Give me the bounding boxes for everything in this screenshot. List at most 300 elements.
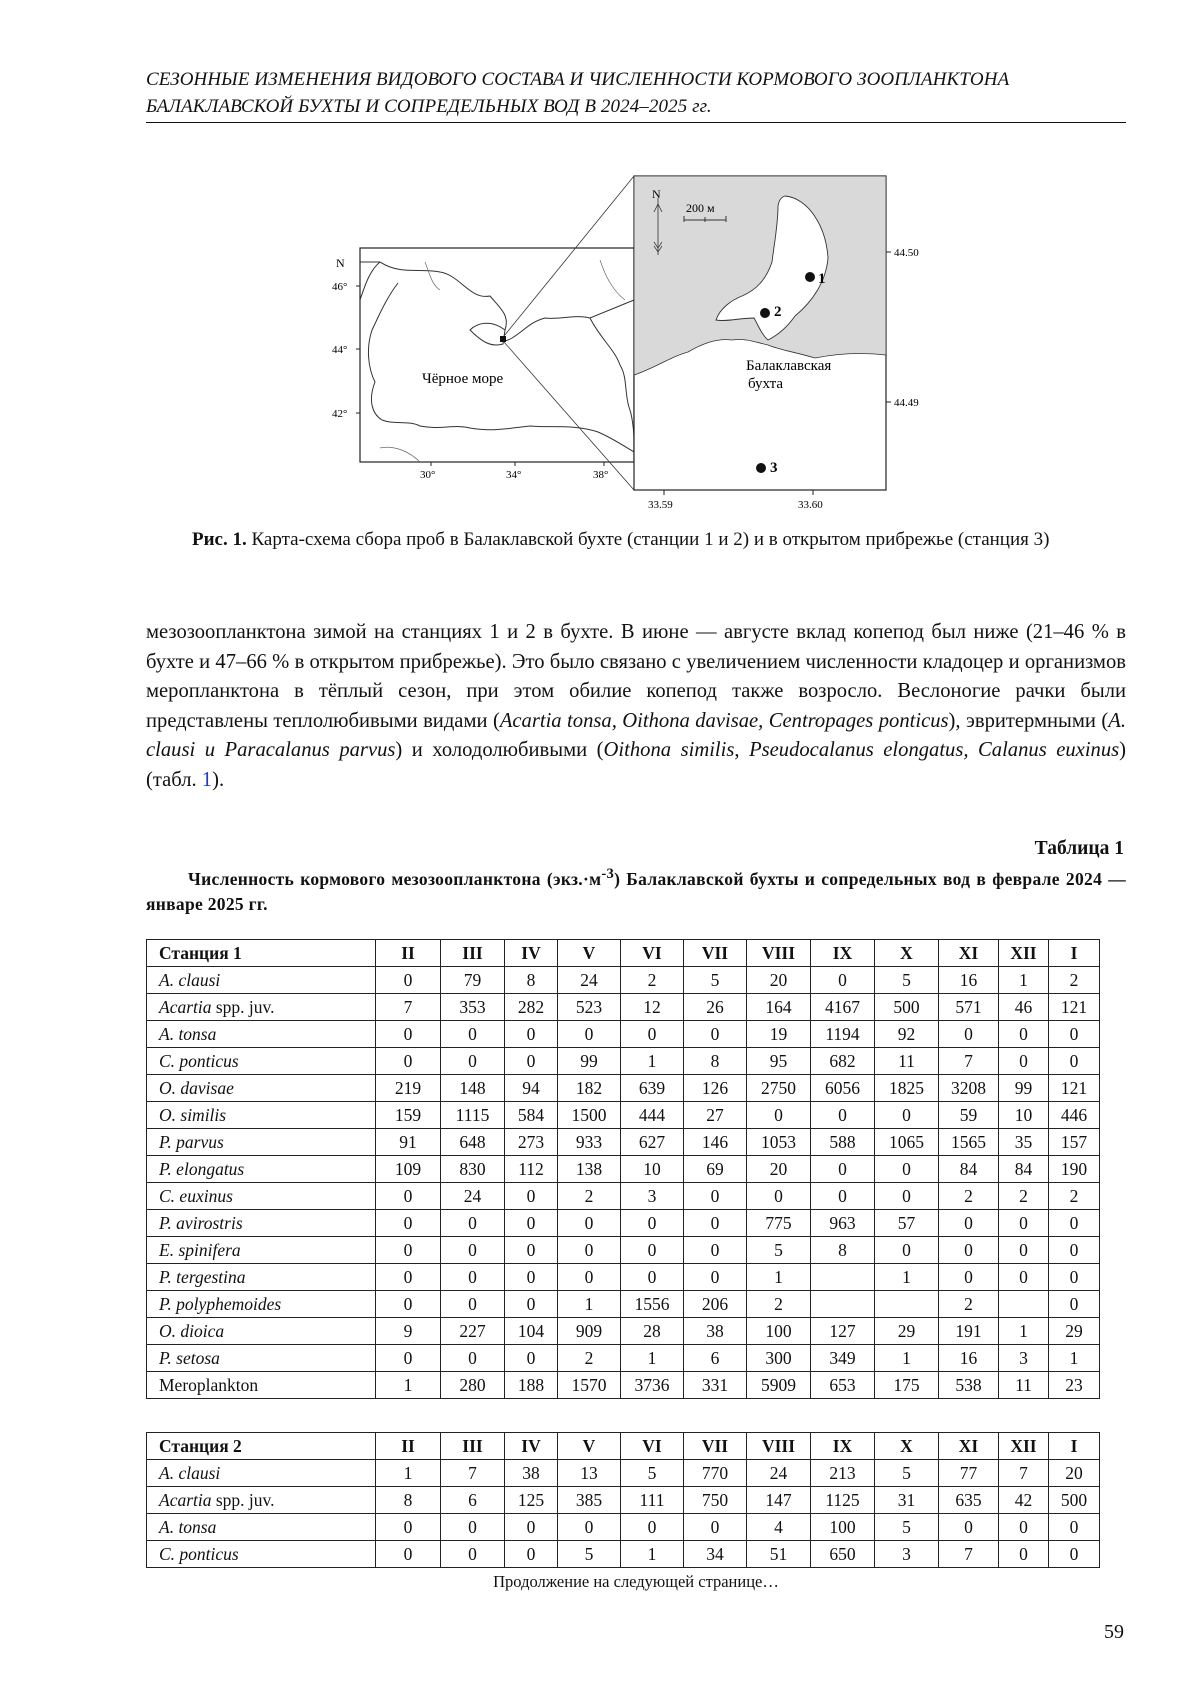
species-italic: C. ponticus — [159, 1543, 239, 1564]
table-cell: 147 — [747, 1487, 811, 1514]
table-cell: 0 — [505, 1345, 558, 1372]
table-cell: 126 — [684, 1075, 747, 1102]
month-header: VI — [621, 1433, 684, 1460]
month-header: X — [875, 1433, 939, 1460]
table-cell: 627 — [621, 1129, 684, 1156]
table-cell: 2 — [939, 1291, 999, 1318]
table-cell: 0 — [1049, 1237, 1100, 1264]
table-cell: 38 — [684, 1318, 747, 1345]
table-cell: 0 — [621, 1514, 684, 1541]
table-cell: 35 — [999, 1129, 1049, 1156]
inset-lat-44-50: 44.50 — [894, 247, 919, 259]
para-text-3: ) и холодолюбивыми ( — [395, 739, 604, 761]
table-cell: 0 — [376, 1291, 441, 1318]
table-row — [147, 1460, 1100, 1487]
table-cell: 3 — [621, 1183, 684, 1210]
table-cell: 0 — [684, 1183, 747, 1210]
table-cell: 31 — [875, 1487, 939, 1514]
figure-caption-label: Рис. 1. — [192, 529, 247, 550]
figure-caption-text: Карта-схема сбора проб в Балаклавской бухте (станции 1 и 2) и в открытом прибрежье (станция 3) — [251, 529, 1050, 550]
species-name — [147, 1541, 376, 1568]
table-title — [146, 862, 1126, 917]
table-cell: 0 — [505, 1021, 558, 1048]
table-cell: 0 — [684, 1264, 747, 1291]
table-cell: 0 — [999, 1048, 1049, 1075]
table-cell: 100 — [811, 1514, 875, 1541]
table-cell: 79 — [441, 967, 505, 994]
table-title-part-1: Численность кормового мезозоопланктона (экз.·м — [188, 868, 602, 889]
lon-label-38: 38° — [593, 469, 609, 481]
table-cell: 5 — [621, 1460, 684, 1487]
scale-label: 200 м — [686, 201, 715, 215]
table-cell: 0 — [441, 1048, 505, 1075]
table-cell: 7 — [441, 1460, 505, 1487]
table-cell: 112 — [505, 1156, 558, 1183]
table-cell: 69 — [684, 1156, 747, 1183]
table-cell: 1 — [558, 1291, 621, 1318]
species-name — [147, 1237, 376, 1264]
month-header: VI — [621, 940, 684, 967]
table-cell: 11 — [999, 1372, 1049, 1399]
month-header: II — [376, 1433, 441, 1460]
month-header: III — [441, 1433, 505, 1460]
species-italic: A. clausi — [159, 1462, 221, 1483]
station-2-table — [146, 1432, 1100, 1568]
table-cell: 51 — [747, 1541, 811, 1568]
month-header: IX — [811, 940, 875, 967]
month-header: I — [1049, 1433, 1100, 1460]
table-cell: 0 — [441, 1021, 505, 1048]
table-cell: 8 — [811, 1237, 875, 1264]
table-cell: 57 — [875, 1210, 939, 1237]
table-cell: 0 — [558, 1021, 621, 1048]
table-cell: 500 — [1049, 1487, 1100, 1514]
table-cell: 571 — [939, 994, 999, 1021]
table-cell: 1 — [999, 1318, 1049, 1345]
table-cell: 775 — [747, 1210, 811, 1237]
table-cell: 10 — [621, 1156, 684, 1183]
table-cell: 444 — [621, 1102, 684, 1129]
table-row — [147, 1487, 1100, 1514]
table-cell: 0 — [1049, 1291, 1100, 1318]
lat-label-44: 44° — [332, 344, 348, 356]
table-cell: 16 — [939, 1345, 999, 1372]
month-header: I — [1049, 940, 1100, 967]
table-cell — [875, 1291, 939, 1318]
month-header: V — [558, 940, 621, 967]
species-suffix: spp. juv. — [211, 1489, 275, 1510]
table-label: Таблица 1 — [1034, 838, 1124, 859]
species-italic: C. euxinus — [159, 1185, 233, 1206]
table-cell: 164 — [747, 994, 811, 1021]
month-header: IV — [505, 1433, 558, 1460]
table-row — [147, 1345, 1100, 1372]
para-text-5: ) (табл. — [146, 739, 1127, 791]
table-cell: 1 — [875, 1264, 939, 1291]
species-name — [147, 1102, 376, 1129]
table-cell: 1115 — [441, 1102, 505, 1129]
species-name — [147, 1210, 376, 1237]
table-title-superscript: -3 — [601, 866, 615, 882]
table-cell: 2 — [999, 1183, 1049, 1210]
para-italic-4: Pseudocalanus elongatus, Calanus euxinus — [749, 739, 1120, 761]
table-cell: 2 — [1049, 967, 1100, 994]
species-italic: Acartia — [159, 1489, 212, 1510]
table-row — [147, 1048, 1100, 1075]
table-cell: 0 — [441, 1291, 505, 1318]
table-cell: 59 — [939, 1102, 999, 1129]
table-cell: 0 — [441, 1210, 505, 1237]
table-cell: 29 — [875, 1318, 939, 1345]
table-cell: 0 — [875, 1102, 939, 1129]
table-cell: 349 — [811, 1345, 875, 1372]
page-number: 59 — [1104, 1621, 1124, 1643]
inset-north-label: N — [652, 187, 661, 201]
running-header-line-1: СЕЗОННЫЕ ИЗМЕНЕНИЯ ВИДОВОГО СОСТАВА И ЧИСЛЕННОСТИ КОРМОВОГО ЗООПЛАНКТОНА — [146, 69, 1010, 90]
body-paragraph — [146, 618, 1126, 795]
table-cell: 6 — [684, 1345, 747, 1372]
table-reference-link[interactable]: 1 — [201, 768, 213, 791]
table-cell: 0 — [1049, 1264, 1100, 1291]
table-cell: 38 — [505, 1460, 558, 1487]
bay-label-line-2: бухта — [748, 376, 784, 392]
table-cell: 0 — [1049, 1541, 1100, 1568]
species-italic: A. tonsa — [159, 1516, 217, 1537]
table-cell: 0 — [811, 1156, 875, 1183]
species-italic: P. avirostris — [159, 1212, 243, 1233]
table-cell: 0 — [441, 1514, 505, 1541]
table-cell — [999, 1291, 1049, 1318]
table-cell: 0 — [811, 967, 875, 994]
table-cell: 5 — [684, 967, 747, 994]
table-cell: 639 — [621, 1075, 684, 1102]
species-italic: P. polyphemoides — [159, 1293, 282, 1314]
table-cell: 182 — [558, 1075, 621, 1102]
para-text-4: , — [734, 739, 750, 761]
table-cell: 750 — [684, 1487, 747, 1514]
table-cell: 648 — [441, 1129, 505, 1156]
table-cell: 0 — [558, 1514, 621, 1541]
table-cell: 0 — [376, 1514, 441, 1541]
table-cell: 121 — [1049, 1075, 1100, 1102]
table-cell: 1500 — [558, 1102, 621, 1129]
table-cell: 1565 — [939, 1129, 999, 1156]
table-cell: 0 — [505, 1541, 558, 1568]
table-cell: 650 — [811, 1541, 875, 1568]
species-italic: P. parvus — [159, 1131, 224, 1152]
table-row — [147, 1210, 1100, 1237]
table-cell: 7 — [376, 994, 441, 1021]
table-cell: 95 — [747, 1048, 811, 1075]
station-1-label: 1 — [818, 271, 826, 287]
species-italic: E. spinifera — [159, 1239, 241, 1260]
table-cell: 0 — [505, 1210, 558, 1237]
table-row — [147, 1541, 1100, 1568]
table-cell: 191 — [939, 1318, 999, 1345]
table-cell: 446 — [1049, 1102, 1100, 1129]
table-cell: 584 — [505, 1102, 558, 1129]
table-cell: 0 — [939, 1264, 999, 1291]
table-cell: 0 — [376, 1237, 441, 1264]
table-cell: 0 — [811, 1102, 875, 1129]
para-italic-3: Oithona similis — [603, 739, 735, 761]
table-cell: 0 — [558, 1210, 621, 1237]
station-2-label: 2 — [774, 304, 782, 320]
lat-label-46: 46° — [332, 281, 348, 293]
table-cell: 19 — [747, 1021, 811, 1048]
station-2-marker — [760, 308, 770, 318]
table-cell: 5 — [558, 1541, 621, 1568]
inset-map — [634, 176, 919, 511]
table-cell: 0 — [376, 1541, 441, 1568]
bay-label-line-1: Балаклавская — [746, 358, 832, 374]
table-cell: 0 — [505, 1291, 558, 1318]
table-cell: 13 — [558, 1460, 621, 1487]
table-cell: 0 — [621, 1264, 684, 1291]
table-cell: 24 — [747, 1460, 811, 1487]
table-cell: 7 — [939, 1048, 999, 1075]
table-cell: 331 — [684, 1372, 747, 1399]
station-header: Станция 1 — [147, 940, 376, 967]
table-row — [147, 1183, 1100, 1210]
table-cell: 0 — [939, 1237, 999, 1264]
table-cell: 6 — [441, 1487, 505, 1514]
table-cell: 0 — [505, 1514, 558, 1541]
table-cell: 2 — [558, 1183, 621, 1210]
table-cell: 0 — [1049, 1048, 1100, 1075]
location-marker — [500, 336, 506, 342]
month-header: XI — [939, 1433, 999, 1460]
table-row — [147, 1514, 1100, 1541]
table-cell: 0 — [376, 1345, 441, 1372]
table-cell: 0 — [811, 1183, 875, 1210]
table-cell: 219 — [376, 1075, 441, 1102]
table-cell: 538 — [939, 1372, 999, 1399]
para-italic-1: Acartia tonsa, Oithona davisae, Centropages ponticus — [499, 709, 949, 732]
table-cell: 27 — [684, 1102, 747, 1129]
species-italic: O. dioica — [159, 1320, 225, 1341]
station-3-label: 3 — [770, 460, 778, 476]
table-cell: 227 — [441, 1318, 505, 1345]
para-text-6: ). — [212, 768, 225, 791]
table-cell: 0 — [505, 1183, 558, 1210]
table-cell: 5 — [875, 1460, 939, 1487]
lon-label-34: 34° — [506, 469, 522, 481]
table-cell: 0 — [621, 1021, 684, 1048]
table-cell: 300 — [747, 1345, 811, 1372]
table-cell: 8 — [684, 1048, 747, 1075]
table-cell: 2750 — [747, 1075, 811, 1102]
table-cell: 2 — [1049, 1183, 1100, 1210]
table-cell: 2 — [939, 1183, 999, 1210]
species-name — [147, 1075, 376, 1102]
month-header: IV — [505, 940, 558, 967]
month-header: VII — [684, 940, 747, 967]
species-name — [147, 1156, 376, 1183]
table-cell: 104 — [505, 1318, 558, 1345]
month-header: VIII — [747, 940, 811, 967]
station-header: Станция 2 — [147, 1433, 376, 1460]
table-cell: 157 — [1049, 1129, 1100, 1156]
month-header: XII — [999, 940, 1049, 967]
table-cell: 1 — [621, 1541, 684, 1568]
table-row — [147, 1318, 1100, 1345]
table-cell: 24 — [441, 1183, 505, 1210]
table-cell: 10 — [999, 1102, 1049, 1129]
species-name — [147, 1264, 376, 1291]
table-cell: 0 — [1049, 1021, 1100, 1048]
table-cell: 1570 — [558, 1372, 621, 1399]
table-cell: 0 — [621, 1210, 684, 1237]
table-cell: 1825 — [875, 1075, 939, 1102]
table-cell: 4 — [747, 1514, 811, 1541]
table-cell: 0 — [376, 1264, 441, 1291]
table-cell: 0 — [999, 1541, 1049, 1568]
table-cell: 92 — [875, 1021, 939, 1048]
table-cell: 6056 — [811, 1075, 875, 1102]
table-cell: 8 — [376, 1487, 441, 1514]
table-cell: 1125 — [811, 1487, 875, 1514]
table-cell: 0 — [441, 1264, 505, 1291]
table-cell: 0 — [621, 1237, 684, 1264]
table-cell: 5909 — [747, 1372, 811, 1399]
overview-north-label: N — [336, 256, 345, 270]
table-cell: 0 — [939, 1210, 999, 1237]
table-cell: 99 — [999, 1075, 1049, 1102]
table-cell: 0 — [939, 1021, 999, 1048]
table-cell: 7 — [939, 1541, 999, 1568]
species-italic: A. tonsa — [159, 1023, 217, 1044]
table-cell: 3 — [875, 1541, 939, 1568]
table-row — [147, 1075, 1100, 1102]
species-italic: P. setosa — [159, 1347, 220, 1368]
table-cell: 1 — [621, 1048, 684, 1075]
table-cell: 125 — [505, 1487, 558, 1514]
station-1-marker — [805, 272, 815, 282]
species-name — [147, 1183, 376, 1210]
table-cell: 1 — [376, 1460, 441, 1487]
table-cell: 20 — [1049, 1460, 1100, 1487]
table-cell: 34 — [684, 1541, 747, 1568]
month-header: II — [376, 940, 441, 967]
table-cell: 933 — [558, 1129, 621, 1156]
para-text-1: мезозоопланктона зимой на станциях 1 и 2 в бухте. В июне — августе вклад копепод был ниже (21–46 % в бухте и 47–66 % в открытом прибрежье). Это было связано с увеличением численности кладоцер и организмов меропланктона в тёплый сезон, при этом обилие копепод также возросло. Веслоногие рачки были представлены теплолюбивыми видами ( — [146, 621, 1126, 732]
table-cell: 159 — [376, 1102, 441, 1129]
table-cell: 1 — [875, 1345, 939, 1372]
species-suffix: spp. juv. — [211, 996, 275, 1017]
table-cell: 353 — [441, 994, 505, 1021]
table-cell: 16 — [939, 967, 999, 994]
table-cell: 20 — [747, 967, 811, 994]
table-cell: 0 — [441, 1345, 505, 1372]
table-row — [147, 1021, 1100, 1048]
table-cell: 5 — [747, 1237, 811, 1264]
table-cell: 682 — [811, 1048, 875, 1075]
month-header: VIII — [747, 1433, 811, 1460]
species-name — [147, 1460, 376, 1487]
table-cell: 206 — [684, 1291, 747, 1318]
table-cell: 84 — [939, 1156, 999, 1183]
table-cell: 280 — [441, 1372, 505, 1399]
sea-label: Чёрное море — [422, 371, 504, 387]
table-cell: 909 — [558, 1318, 621, 1345]
table-cell: 3 — [999, 1345, 1049, 1372]
table-cell: 0 — [376, 1048, 441, 1075]
table-cell: 28 — [621, 1318, 684, 1345]
inset-lon-33-60: 33.60 — [798, 499, 823, 511]
table-cell: 7 — [999, 1460, 1049, 1487]
figure-map — [0, 0, 1200, 530]
table-cell — [811, 1264, 875, 1291]
table-cell: 1 — [621, 1345, 684, 1372]
table-cell: 99 — [558, 1048, 621, 1075]
table-cell: 24 — [558, 967, 621, 994]
table-cell: 385 — [558, 1487, 621, 1514]
table-cell: 1 — [747, 1264, 811, 1291]
table-cell: 121 — [1049, 994, 1100, 1021]
table-cell: 770 — [684, 1460, 747, 1487]
table-cell: 148 — [441, 1075, 505, 1102]
month-header: XII — [999, 1433, 1049, 1460]
species-name — [147, 1291, 376, 1318]
month-header: IX — [811, 1433, 875, 1460]
running-header-line-2: БАЛАКЛАВСКОЙ БУХТЫ И СОПРЕДЕЛЬНЫХ ВОД В 2024–2025 гг. — [146, 96, 712, 117]
inset-lat-44-49: 44.49 — [894, 397, 919, 409]
table-cell: 0 — [441, 1541, 505, 1568]
table-cell: 282 — [505, 994, 558, 1021]
table-row — [147, 1372, 1100, 1399]
table-cell: 190 — [1049, 1156, 1100, 1183]
species-italic: P. tergestina — [159, 1266, 246, 1287]
table-cell: 84 — [999, 1156, 1049, 1183]
table-cell: 1194 — [811, 1021, 875, 1048]
table-cell: 23 — [1049, 1372, 1100, 1399]
table-cell: 146 — [684, 1129, 747, 1156]
table-cell: 2 — [621, 967, 684, 994]
table-title-part-2: ) Балаклавской бухты и сопредельных вод в феврале 2024 — январе 2025 гг. — [146, 868, 1127, 914]
table-cell: 29 — [1049, 1318, 1100, 1345]
table-row — [147, 1129, 1100, 1156]
table-cell: 0 — [376, 1183, 441, 1210]
table-cell: 0 — [684, 1514, 747, 1541]
species-name — [147, 1514, 376, 1541]
species-italic: Acartia — [159, 996, 212, 1017]
species-italic: O. davisae — [159, 1077, 234, 1098]
species-name — [147, 967, 376, 994]
table-cell: 0 — [505, 1264, 558, 1291]
lon-label-30: 30° — [420, 469, 436, 481]
table-cell: 9 — [376, 1318, 441, 1345]
table-cell: 26 — [684, 994, 747, 1021]
table-cell: 2 — [558, 1345, 621, 1372]
table-cell: 42 — [999, 1487, 1049, 1514]
table-cell: 11 — [875, 1048, 939, 1075]
table-cell: 188 — [505, 1372, 558, 1399]
table-cell: 0 — [376, 1210, 441, 1237]
table-cell: 94 — [505, 1075, 558, 1102]
table-row — [147, 1156, 1100, 1183]
table-row — [147, 1237, 1100, 1264]
table-cell: 0 — [684, 1210, 747, 1237]
table-cell: 1 — [1049, 1345, 1100, 1372]
table-row — [147, 994, 1100, 1021]
table-cell: 500 — [875, 994, 939, 1021]
overview-map — [332, 248, 634, 481]
station-3-marker — [756, 463, 766, 473]
table-cell: 100 — [747, 1318, 811, 1345]
table-cell: 213 — [811, 1460, 875, 1487]
para-italic-2: A. clausi и Paracalanus parvus — [146, 709, 1127, 761]
